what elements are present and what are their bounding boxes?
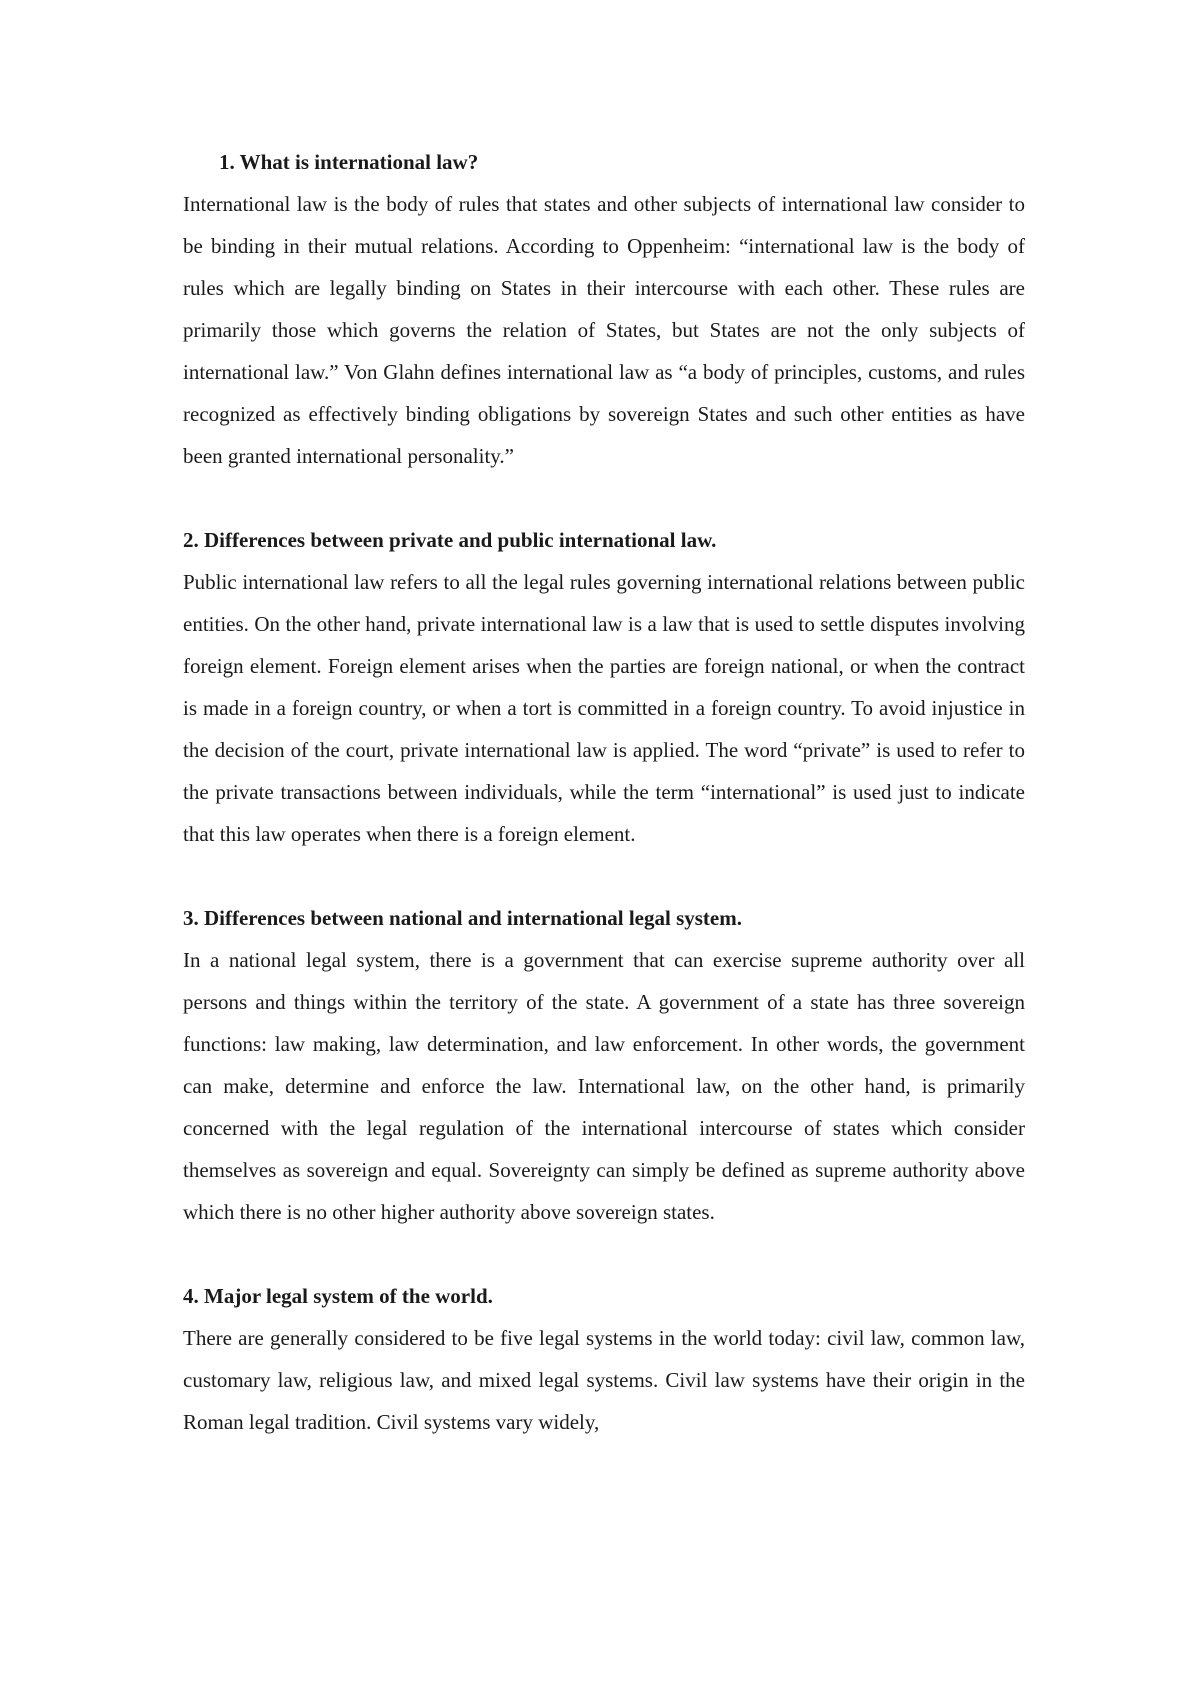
section-body: There are generally considered to be five legal systems in the world today: civil law, common law, customary law, religious law, and mixed legal systems. Civil law systems have their origin in the Roman legal tradition. Civil systems vary widely, bbox=[183, 1326, 1025, 1434]
document-page bbox=[183, 141, 1025, 1485]
section-heading: 1. What is international law? bbox=[219, 150, 479, 174]
section-heading: 3. Differences between national and international legal system. bbox=[183, 906, 742, 930]
section-heading: 4. Major legal system of the world. bbox=[183, 1284, 493, 1308]
section-body: Public international law refers to all the legal rules governing international relations between public entities. On the other hand, private international law is a law that is used to settle disputes involving foreign element. Foreign element arises when the parties are foreign national, or when the contract is made in a foreign country, or when a tort is committed in a foreign country. To avoid injustice in the decision of the court, private international law is applied. The word “private” is used to refer to the private transactions between individuals, while the term “international” is used just to indicate that this law operates when there is a foreign element. bbox=[183, 570, 1025, 846]
section-heading: 2. Differences between private and public international law. bbox=[183, 528, 717, 552]
section-national-vs-international bbox=[183, 897, 1025, 1233]
section-body: In a national legal system, there is a government that can exercise supreme authority over all persons and things within the territory of the state. A government of a state has three sovereign functions: law making, law determination, and law enforcement. In other words, the government can make, determine and enforce the law. International law, on the other hand, is primarily concerned with the legal regulation of the international intercourse of states which consider themselves as sovereign and equal. Sovereignty can simply be defined as supreme authority above which there is no other higher authority above sovereign states. bbox=[183, 948, 1025, 1224]
section-private-vs-public bbox=[183, 519, 1025, 855]
section-what-is-international-law bbox=[183, 141, 1025, 477]
section-body: International law is the body of rules that states and other subjects of international law consider to be binding in their mutual relations. According to Oppenheim: “international law is the body of rules which are legally binding on States in their intercourse with each other. These rules are primarily those which governs the relation of States, but States are not the only subjects of international law.” Von Glahn defines international law as “a body of principles, customs, and rules recognized as effectively binding obligations by sovereign States and such other entities as have been granted international personality.” bbox=[183, 192, 1025, 468]
section-major-legal-systems bbox=[183, 1275, 1025, 1443]
